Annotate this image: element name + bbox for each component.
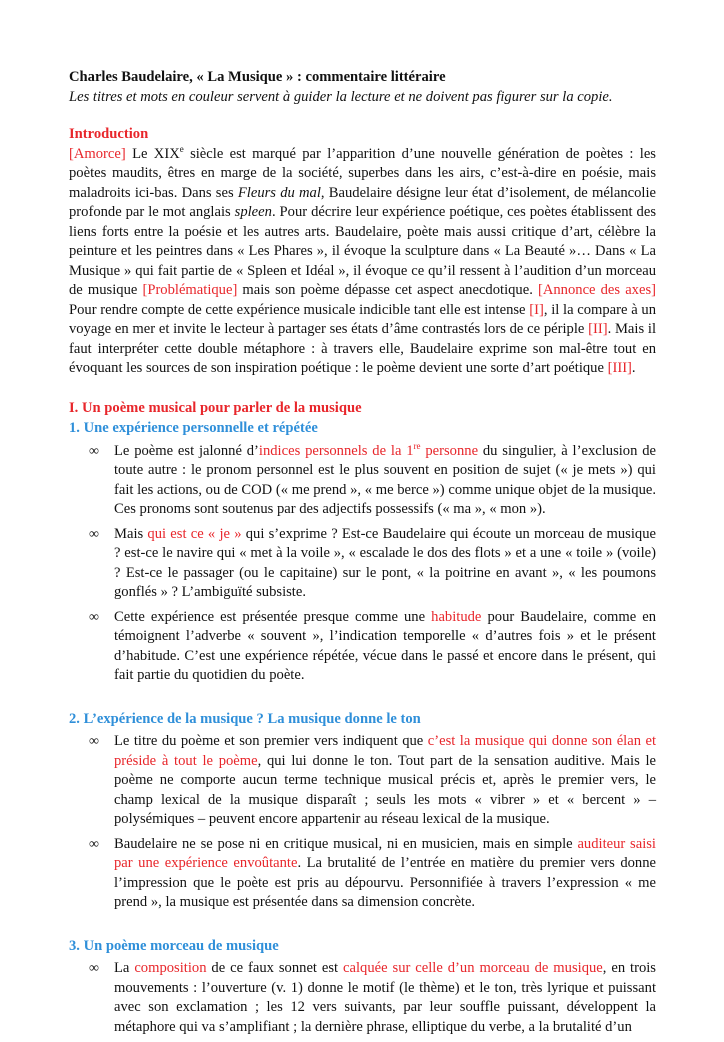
tag-problematique: [Problématique] [142,282,238,298]
infinity-bullet-icon: ∞ [89,734,99,749]
infinity-bullet-icon: ∞ [89,961,99,976]
infinity-bullet-icon: ∞ [89,443,99,459]
tag-axe-iii: [III] [607,360,632,376]
document-content [69,68,656,1042]
part1-heading: I. Un poème musical pour parler de la musique [69,399,362,416]
infinity-bullet-icon: ∞ [89,526,99,542]
document-subtitle: Les titres et mots en couleur servent à guider la lecture et ne doivent pas figurer sur la copie. [69,88,613,105]
part1-sub3-list [69,959,656,1037]
list-item: ∞ La composition de ce faux sonnet est calquée sur celle d’un morceau de musique, en trois mouvements : l’ouverture (v. 1) donne le motif (le thème) et le ton, très lyrique et puissant avec son exclamation ; les 12 vers suivants, par leur souffle puissant, développent la métaphore qui va s’amplifiant ; la dernière phrase, elliptique du verbe, a la brutalité d’un [89,960,656,1035]
intro-heading: Introduction [69,126,149,142]
part1-sub1-list [69,442,656,686]
list-item: ∞ Le titre du poème et son premier vers indiquent que c’est la musique qui donne son élan et préside à tout le poème, qui lui donne le ton. Tout part de la sensation auditive. Mais le poème ne comporte aucun terme technique musical précis et, après le premier vers, le champ lexical de la musique disparaît ; seuls les mots « vibrer » et « bercent » – polysémiques – peuvent encore appartenir au réseau lexical de la musique. [89,733,657,827]
list-item: ∞ Cette expérience est présentée presque comme une habitude pour Baudelaire, comme en témoignent l’adverbe « souvent », l’indication temporelle « d’autres fois » et le présent d’habitude. C’est une expérience répétée, vécue dans le passé et encore dans le présent, qui fait partie du quotidien du poète. [89,608,657,683]
list-item: ∞ Le poème est jalonné d’indices personnels de la 1re personne du singulier, à l’exclusion de toute autre : le pronom personnel est le plus souvent en position de sujet (« je mets ») qui fait les actions, ou de COD (« me prend », « me berce ») comme unique objet de la musique. Ces pronoms sont soutenus par des adjectifs possessifs (« ma », « mon »). [89,440,656,517]
tag-axe-ii: [II] [588,321,608,337]
tag-amorce: [Amorce] [69,145,126,162]
tag-axe-i: [I] [529,301,544,318]
list-item: ∞ Baudelaire ne se pose ni en critique musical, ni en musicien, mais en simple auditeur saisi par une expérience envoûtante. La brutalité de l’entrée en matière du premier vers donne l’impression que le poète est pris au dépourvu. Personnifiée à travers l’expression « me prend », la musique est présentée dans sa dimension concrète. [89,835,656,910]
part1-sub2-list [69,732,656,913]
tag-annonce-axes: [Annonce des axes] [537,282,656,298]
infinity-bullet-icon: ∞ [89,609,99,625]
part1-sub1-heading: 1. Une expérience personnelle et répétée [69,420,318,436]
intro-paragraph: [Amorce] Le XIXe siècle est marqué par l’apparition d’une nouvelle génération de poètes : les poètes maudits, êtres en marge de la société, superbes dans les airs, c’est-à-dire en poésie, mais maladroits ici-bas. Dans ses Fleurs du mal, Baudelaire désigne leur état d’isolement, de mélancolie profonde par le mot anglais spleen. Pour décrire leur expérience poétique, ces poètes établissent des liens forts entre la poésie et les autres arts. Baudelaire, poète mais aussi critique d’art, célèbre la peinture et les peintres dans « Les Phares », il évoque la sculpture dans « La Beauté »… Dans « La Musique » qui fait partie de « Spleen et Idéal », il évoque ce qu’il ressent à l’audition d’un morceau de musique [Problématique] mais son poème dépasse cet aspect anecdotique. [Annonce des axes] Pour rendre compte de cette expérience musicale indicible tant elle est intense [I], il la compare à un voyage en mer et invite le lecteur à partager ses états d’âme contrastés lors de ce périple [II]. Mais il faut interpréter cette double métaphore : à travers elle, Baudelaire exprime son mal-être tout en évoquant les sources de son inspiration poétique : le poème devient une sorte d’art poétique [III]. [69,143,657,376]
list-item: ∞ Mais qui est ce « je » qui s’exprime ? Est-ce Baudelaire qui écoute un morceau de musique ? est-ce le navire qui « met à la voile », « escalade le dos des flots » et a une « toile » (voile) ? Est-ce le passager (ou le capitaine) sur le pont, « la poitrine en avant », « les poumons gonflés » ? L’ambiguïté subsiste. [89,525,656,600]
infinity-bullet-icon: ∞ [89,836,99,852]
document-title: Charles Baudelaire, « La Musique » : commentaire littéraire [69,69,446,85]
part1-sub3-heading: 3. Un poème morceau de musique [69,937,279,954]
part1-sub2-heading: 2. L’expérience de la musique ? La musique donne le ton [69,710,421,727]
